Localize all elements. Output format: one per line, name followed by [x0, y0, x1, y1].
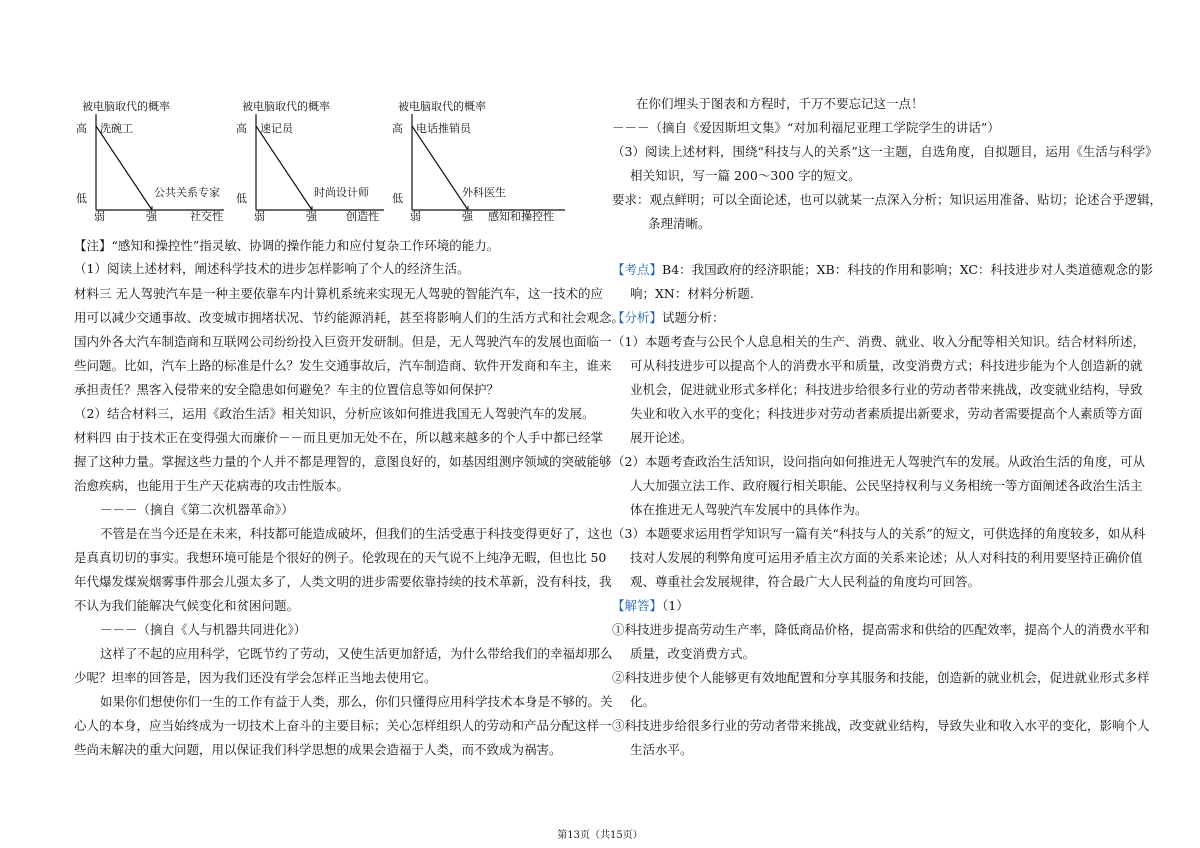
chart-job-top: 电话推销员	[416, 122, 471, 135]
kaodian-text: B4：我国政府的经济职能；XB：科技的作用和影响；XC：科技进步对人类道德观念的影	[662, 262, 1153, 277]
jieda-line	[612, 594, 689, 617]
question-2: （2）结合材料三，运用《政治生活》相关知识，分析应该如何推进我国无人驾驶汽车的发展。	[74, 406, 595, 421]
chart-high: 高	[392, 122, 403, 135]
chart-3	[390, 96, 570, 231]
chart-ylabel: 被电脑取代的概率	[82, 100, 170, 113]
kaodian-tag: 【考点】	[612, 262, 663, 277]
chart-x-weak: 弱	[94, 210, 105, 223]
material-3-line: 国内外各大汽车制造商和互联网公司纷纷投入巨资开发研制。但是，无人驾驶汽车的发展也面临一	[74, 334, 612, 349]
chart-x-weak: 弱	[410, 210, 421, 223]
paragraph-line: 少呢？坦率的回答是，因为我们还没有学会怎样正当地去使用它。	[74, 670, 437, 685]
question-1: （1）阅读上述材料，阐述科学技术的进步怎样影响了个人的经济生活。	[74, 261, 470, 276]
paragraph-line: 不认为我们能解决气候变化和贫困问题。	[74, 598, 300, 613]
analysis-line: 技对人发展的利弊角度可运用矛盾主次方面的关系来论述；从人对科技的利用要坚持正确价值	[630, 550, 1143, 565]
paragraph-line: 不管是在当今还是在未来，科技都可能造成破坏，但我们的生活受惠于科技变得更好了，这也	[100, 526, 613, 541]
analysis-line: 体在推进无人驾驶汽车发展中的具体作为。	[630, 502, 868, 517]
chart-low: 低	[76, 192, 87, 205]
analysis-line: 业机会，促进就业形式多样化；科技进步给很多行业的劳动者带来挑战，改变就业结构，导致	[630, 382, 1143, 397]
chart-x-strong: 强	[306, 210, 317, 223]
chart-x-strong: 强	[146, 210, 157, 223]
chart-x-strong: 强	[462, 210, 473, 223]
chart-ylabel: 被电脑取代的概率	[398, 100, 486, 113]
chart-xlabel: 感知和操控性	[488, 210, 554, 223]
material-4-line: 治愈疾病，也能用于生产天花病毒的攻击性版本。	[74, 478, 350, 493]
chart-job-bottom: 公共关系专家	[154, 186, 220, 199]
chart-high: 高	[76, 122, 87, 135]
chart-low: 低	[392, 192, 403, 205]
analysis-line: （2）本题考查政治生活知识，设问指向如何推进无人驾驶汽车的发展。从政治生活的角度，可从	[612, 454, 1145, 469]
analysis-line: 展开论述。	[630, 430, 693, 445]
answer-line: 生活水平。	[630, 742, 693, 757]
paragraph-line: 心人的本身，应当始终成为一切技术上奋斗的主要目标；关心怎样组织人的劳动和产品分配这样一	[74, 718, 612, 733]
paragraph-line: 这样了不起的应用科学，它既节约了劳动，又使生活更加舒适，为什么带给我们的幸福却那么	[100, 646, 613, 661]
chart-x-weak: 弱	[254, 210, 265, 223]
kaodian-line	[612, 258, 1153, 281]
chart-ylabel: 被电脑取代的概率	[242, 100, 330, 113]
material-4-line: 材料四 由于技术正在变得强大而廉价－－而且更加无处不在，所以越来越多的个人手中都已经掌	[74, 430, 603, 445]
chart-2	[234, 96, 394, 231]
analysis-line: 可从科技进步可以提高个人的消费水平和质量，改变消费方式；科技进步能为个人创造新的就	[630, 358, 1143, 373]
charts-row	[74, 96, 594, 231]
paragraph-line: 年代爆发煤炭烟雾事件那会儿强太多了，人类文明的进步需要依靠持续的技术革新，没有科技，我	[74, 574, 612, 589]
chart-job-top: 洗碗工	[100, 122, 133, 135]
jieda-tag: 【解答】	[612, 598, 663, 613]
note-line: 【注】“感知和操控性”指灵敏、协调的操作能力和应付复杂工作环境的能力。	[74, 238, 500, 253]
question-3: 相关知识，写一篇 200～300 字的短文。	[630, 168, 861, 183]
material-4-line: 握了这种力量。掌握这些力量的个人并不都是理智的，意图良好的，如基因组测序领域的突破能够	[74, 454, 612, 469]
question-3: （3）阅读上述材料，围绕“科技与人的关系”这一主题，自选角度，自拟题目，运用《生活与科学》	[612, 144, 1158, 159]
paragraph-line: 如果你们想使你们一生的工作有益于人类，那么，你们只懂得应用科学技术本身是不够的。关	[100, 694, 613, 709]
chart-1	[74, 96, 234, 231]
requirement: 条理清晰。	[648, 216, 711, 231]
chart-xlabel: 社交性	[190, 210, 223, 223]
chart-job-bottom: 时尚设计师	[314, 186, 369, 199]
citation: －－－（摘自《爱因斯坦文集》“对加利福尼亚理工学院学生的讲话”）	[612, 120, 1000, 135]
paragraph-line: 是真真切切的事实。我想环境可能是个很好的例子。伦敦现在的天气说不上纯净无暇，但也比 50	[74, 550, 607, 565]
material-3-line: 些问题。比如，汽车上路的标准是什么？发生交通事故后，汽车制造商、软件开发商和车主，谁来	[74, 358, 612, 373]
chart-xlabel: 创造性	[346, 210, 379, 223]
analysis-line: 人大加强立法工作、政府履行相关职能、公民坚持权利与义务相统一等方面阐述各政治生活主	[630, 478, 1143, 493]
chart-low: 低	[236, 192, 247, 205]
answer-line: ③科技进步给很多行业的劳动者带来挑战，改变就业结构，导致失业和收入水平的变化，影响个人	[612, 718, 1150, 733]
analysis-line: （3）本题要求运用哲学知识写一篇有关“科技与人的关系”的短文，可供选择的角度较多，如从科	[612, 526, 1146, 541]
chart-job-top: 速记员	[260, 122, 293, 135]
fenxi-line	[612, 306, 725, 329]
chart-job-bottom: 外科医生	[462, 186, 506, 199]
answer-line: ①科技进步提高劳动生产率，降低商品价格，提高需求和供给的匹配效率，提高个人的消费水平和	[612, 622, 1150, 637]
fenxi-tag: 【分析】	[612, 310, 663, 325]
chart-high: 高	[236, 122, 247, 135]
analysis-line: 失业和收入水平的变化；科技进步对劳动者素质提出新要求，劳动者需要提高个人素质等方面	[630, 406, 1143, 421]
analysis-line: 观、尊重社会发展规律，符合最广大人民利益的角度均可回答。	[630, 574, 981, 589]
material-3-line: 材料三 无人驾驶汽车是一种主要依靠车内计算机系统来实现无人驾驶的智能汽车，这一技术的应	[74, 286, 603, 301]
jieda-text: （1）	[662, 598, 689, 613]
paragraph-line: 些尚未解决的重大问题，用以保证我们科学思想的成果会造福于人类，而不致成为祸害。	[74, 742, 562, 757]
citation: －－－（摘自《人与机器共同进化》）	[100, 622, 307, 637]
kaodian-line: 响；XN：材料分析题.	[630, 286, 754, 301]
answer-line: 化。	[630, 694, 656, 709]
analysis-line: （1）本题考查与公民个人息息相关的生产、消费、就业、收入分配等相关知识。结合材料所述，	[612, 334, 1145, 349]
requirement: 要求：观点鲜明；可以全面论述，也可以就某一点深入分析；知识运用准备、贴切；论述合乎逻辑，	[612, 192, 1163, 207]
material-3-line: 用可以减少交通事故、改变城市拥堵状况、节约能源消耗，甚至将影响人们的生活方式和社会观念。	[74, 310, 625, 325]
material-3-line: 承担责任？黑客入侵带来的安全隐患如何避免？车主的位置信息等如何保护？	[74, 382, 500, 397]
citation: －－－（摘自《第二次机器革命》）	[100, 502, 294, 517]
paragraph-line: 在你们埋头于图表和方程时，千万不要忘记这一点！	[636, 96, 924, 111]
fenxi-text: 试题分析：	[662, 310, 725, 325]
answer-line: ②科技进步使个人能够更有效地配置和分享其服务和技能，创造新的就业机会，促进就业形式多样	[612, 670, 1150, 685]
answer-line: 质量，改变消费方式。	[630, 646, 756, 661]
page-footer: 第13页（共15页）	[557, 830, 643, 841]
